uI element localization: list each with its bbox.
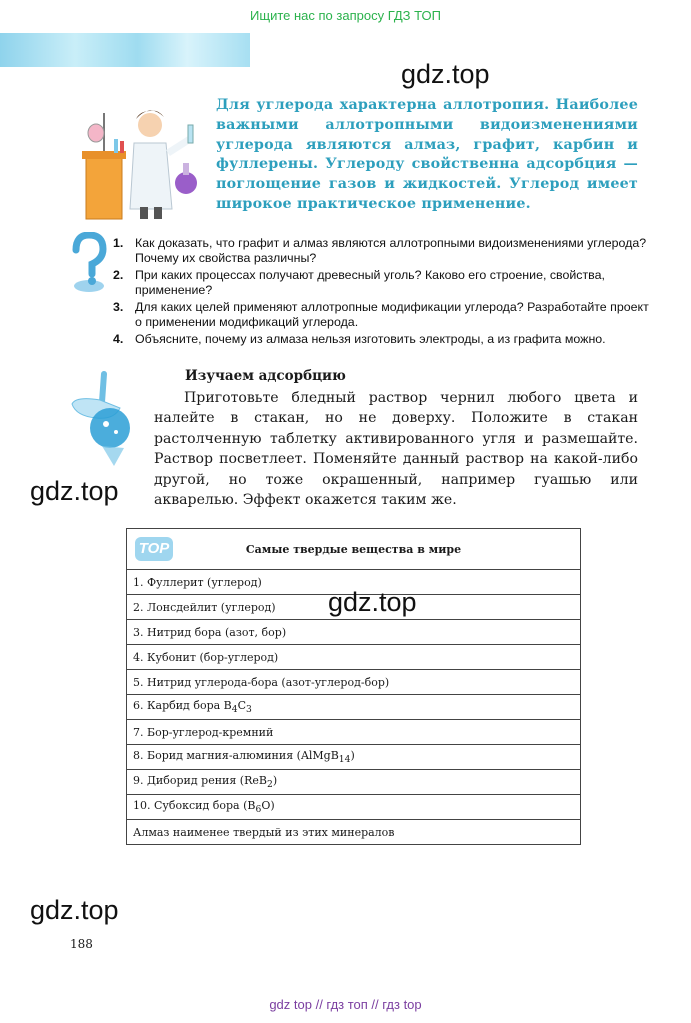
top-search-hint[interactable]: Ищите нас по запросу ГДЗ ТОП [250,8,441,23]
watermark: gdz.top [401,59,490,89]
table-cell [127,645,581,670]
watermark: gdz.top [30,895,119,925]
cell-text: 6. Карбид бора B [133,698,232,712]
cell-text: 2. Лонсдейлит (углерод) [133,600,276,614]
flask-illustration [66,368,146,468]
table-cell [127,745,581,770]
table-header-row [127,529,581,570]
table-row [127,795,581,820]
cell-text: 9. Диборид рения (ReB [133,773,267,787]
table-title-cell [127,529,581,570]
cell-text: 3. Нитрид бора (азот, бор) [133,625,287,639]
table-footer-row [127,820,581,845]
table-row [127,620,581,645]
table-row [127,670,581,695]
subscript: 4 [231,704,238,716]
question-number: 3. [113,300,124,314]
table-cell [127,720,581,745]
cell-text: 1. Фуллерит (углерод) [133,575,262,589]
table-cell [127,795,581,820]
ice-banner [0,33,250,67]
cell-text: ) [350,748,355,762]
footer-links[interactable]: gdz top // гдз топ // гдз top [269,997,422,1012]
question-list [113,236,653,349]
table-cell [127,670,581,695]
table-cell [127,620,581,645]
cell-text: ) [272,773,278,787]
table-title: Самые твердые вещества в мире [245,542,462,556]
subscript: 6 [255,804,262,816]
subscript: 14 [338,754,351,766]
question-mark-icon [68,232,108,294]
table-row [127,720,581,745]
question-number: 2. [113,268,124,282]
intro-paragraph: Для углерода характерна аллотропия. Наиболее важными аллотропными видоизменениями углерода являются алмаз, графит, карбин и фуллерены. Углероду свойственна адсорбция — поглощение газов и жидкостей. Углерод имеет широкое практическое применение. [216,97,638,212]
hardest-substances-table [126,528,581,845]
question-text: Для каких целей применяют аллотропные модификации углерода? Разработайте проект о применении модификаций углерода. [135,300,649,329]
question-item [113,332,653,347]
cell-text: O) [261,798,275,812]
table-cell: Алмаз наименее твердый из этих минералов [127,820,581,845]
table-row [127,645,581,670]
question-number: 4. [113,332,124,346]
cell-text: 7. Бор-углерод-кремний [133,725,274,739]
question-text: Как доказать, что графит и алмаз являются аллотропными видоизменениями углерода? Почему их свойства различны? [135,236,647,265]
scientist-illustration [78,103,210,221]
table-row [127,770,581,795]
cell-text: 5. Нитрид углерода-бора (азот-углерод-бор) [133,675,390,689]
question-item [113,300,653,330]
table-cell [127,695,581,720]
question-item [113,236,653,266]
question-item [113,268,653,298]
cell-text: 4. Кубонит (бор-углерод) [133,650,279,664]
top-badge: TOP [135,537,173,561]
question-text: Объясните, почему из алмаза нельзя изготовить электроды, а из графита можно. [135,332,606,346]
watermark: gdz.top [328,587,417,617]
watermark: gdz.top [30,476,119,506]
table-cell [127,770,581,795]
experiment-title: Изучаем адсорбцию [185,368,346,384]
subscript: 2 [266,779,273,791]
cell-text: 10. Субоксид бора (B [133,798,256,812]
subscript: 3 [246,704,252,716]
page-number: 188 [70,937,93,951]
table-row [127,695,581,720]
question-number: 1. [113,236,124,250]
experiment-text: Приготовьте бледный раствор чернил любого цвета и налейте в стакан, но не доверху. Положите в стакан растолченную таблетку активированного угля и размешайте. Раствор посветлеет. Поменяйте данный раствор на какой-либо другой, но тоже окрашенный, например гуашью или акварелью. Эффект окажется таким же. [154,390,638,509]
cell-text: 8. Борид магния-алюминия (AlMgB [133,748,339,762]
table-row [127,745,581,770]
question-text: При каких процессах получают древесный уголь? Каково его строение, свойства, применение? [135,268,605,297]
cell-text: C [237,698,247,712]
